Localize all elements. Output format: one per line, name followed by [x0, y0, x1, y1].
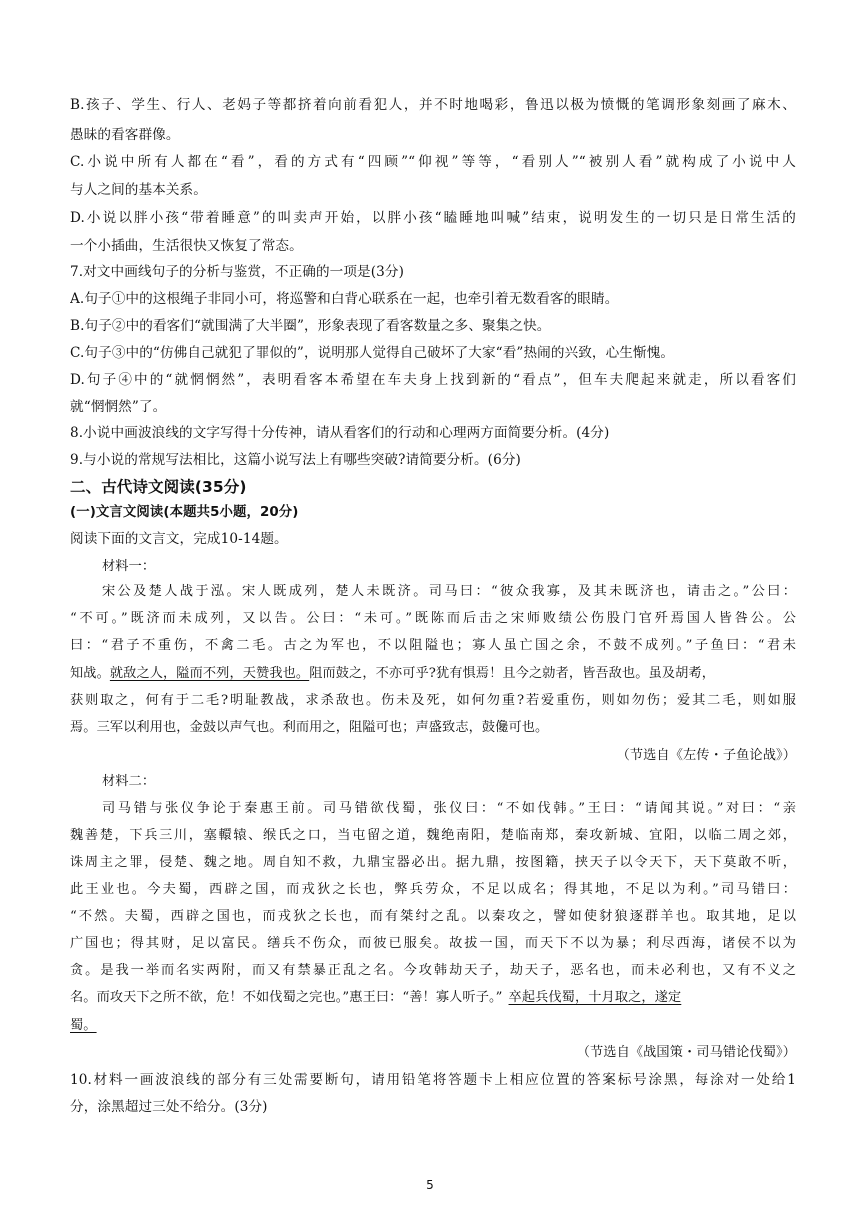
option-c-line1: C.小说中所有人都在“看”，看的方式有“四顾”“仰视”等等，“看别人”“被别人看”就构成了小说中人: [70, 154, 796, 170]
q7-option-b: B.句子②中的看客们“就围满了大半圈”，形象表现了看客数量之多、聚集之快。: [70, 318, 551, 334]
page-number: 5: [426, 1178, 434, 1192]
material-one-para-line1: 宋公及楚人战于泓。宋人既成列，楚人未既济。司马曰：“彼众我寡，及其未既济也，请击之。”公曰：: [102, 584, 796, 599]
material-two-para-line8: [70, 988, 796, 1008]
material-two-para-line2: 魏善楚，下兵三川，塞轘辕、缑氏之口，当屯留之道，魏绝南阳，楚临南郑，秦攻新城、宜阳，以临二周之郊，: [70, 828, 796, 843]
underlined-sentence-2-end: 蜀。: [70, 1018, 97, 1033]
material-one-para-line6: 焉。三军以利用也，金鼓以声气也。利而用之，阻隘可也；声盛致志，鼓儳可也。: [70, 720, 549, 735]
underlined-sentence: 就敌之人，隘而不列，天赞我也。: [109, 666, 310, 681]
subsection-heading: (一)文言文阅读(本题共5小题，20分): [70, 505, 299, 520]
material-one-label: 材料一：: [102, 559, 156, 574]
material-one-para-line3: 曰：“君子不重伤，不禽二毛。古之为军也，不以阻隘也；寡人虽亡国之余，不鼓不成列。”子鱼曰：“君未: [70, 638, 796, 653]
q7-option-d-line2: 就“惘惘然”了。: [70, 399, 167, 415]
material-two-para-line9: [70, 1016, 796, 1036]
material-one-para-line2: “不可。”既济而未成列，又以告。公曰：“未可。”既陈而后击之宋师败绩公伤股门官歼焉国人皆咎公。公: [70, 611, 796, 626]
line4-start: 知战。: [70, 666, 110, 681]
material-two-para-line1: 司马错与张仪争论于秦惠王前。司马错欲伐蜀，张仪曰：“不如伐韩。”王曰：“请闻其说。”对曰：“亲: [102, 801, 796, 816]
question-7: 7.对文中画线句子的分析与鉴赏，不正确的一项是(3分): [70, 264, 404, 280]
reading-instruction: 阅读下面的文言文，完成10-14题。: [70, 531, 288, 547]
line4-end: 阻而鼓之，不亦可乎?犹有惧焉！且今之勍者，皆吾敌也。虽及胡耇，: [309, 666, 715, 681]
q7-option-a: A.句子①中的这根绳子非同小可，将巡警和白背心联系在一起，也牵引着无数看客的眼睛。: [70, 291, 619, 307]
material-one-para-line4: [70, 664, 796, 684]
option-b-line2: 愚昧的看客群像。: [70, 127, 180, 143]
material-one-source: （节选自《左传・子鱼论战》）: [616, 748, 796, 763]
line8-start: 名。而攻天下之所不欲，危！不如伐蜀之完也。”惠王曰：“善！寡人听子。”: [70, 990, 503, 1005]
option-d-line1: D.小说以胖小孩“带着睡意”的叫卖声开始，以胖小孩“瞌睡地叫喊”结束，说明发生的一切只是日常生活的: [70, 210, 796, 226]
material-two-para-line5: “不然。夫蜀，西辟之国也，而戎狄之长也，而有桀纣之乱。以秦攻之，譬如使豺狼逐群羊也。取其地，足以: [70, 909, 796, 924]
option-b-line1: B.孩子、学生、行人、老妈子等都挤着向前看犯人，并不时地喝彩，鲁迅以极为愤慨的笔调形象刻画了麻木、: [70, 97, 796, 113]
material-two-para-line6: 广国也；得其财，足以富民。缮兵不伤众，而彼已服矣。故拔一国，而天下不以为暴；利尽西海，诸侯不以为: [70, 936, 796, 951]
q7-option-d-line1: D.句子④中的“就惘惘然”，表明看客本希望在车夫身上找到新的“看点”，但车夫爬起来就走，所以看客们: [70, 372, 796, 388]
question-8: 8.小说中画波浪线的文字写得十分传神，请从看客们的行动和心理两方面简要分析。(4分): [70, 425, 610, 441]
underlined-sentence-2: 卒起兵伐蜀，十月取之，遂定: [508, 990, 682, 1005]
question-10-line2: 分，涂黑超过三处不给分。(3分): [70, 1099, 268, 1115]
material-two-para-line4: 此王业也。今夫蜀，西辟之国，而戎狄之长也，弊兵劳众，不足以成名；得其地，不足以为利。”司马错曰：: [70, 882, 796, 897]
material-one-para-line5: 获则取之，何有于二毛?明耻教战，求杀敌也。伤未及死，如何勿重?若爱重伤，则如勿伤；爱其二毛，则如服: [70, 693, 796, 708]
material-two-para-line3: 诛周主之罪，侵楚、魏之地。周自知不救，九鼎宝器必出。据九鼎，按图籍，挟天子以令天下，天下莫敢不听，: [70, 855, 796, 870]
material-two-source: （节选自《战国策・司马错论伐蜀》）: [576, 1045, 796, 1060]
q7-option-c: C.句子③中的“仿佛自己就犯了罪似的”，说明那人觉得自己破坏了大家“看”热闹的兴致，心生惭愧。: [70, 345, 675, 361]
question-10-line1: 10.材料一画波浪线的部分有三处需要断句，请用铅笔将答题卡上相应位置的答案标号涂黑，每涂对一处给1: [70, 1072, 796, 1088]
material-two-para-line7: 贪。是我一举而名实两附，而又有禁暴正乱之名。今攻韩劫天子，劫天子，恶名也，而未必利也，又有不义之: [70, 963, 796, 978]
question-9: 9.与小说的常规写法相比，这篇小说写法上有哪些突破?请简要分析。(6分): [70, 452, 521, 468]
section-heading: 二、古代诗文阅读(35分): [70, 478, 247, 496]
option-d-line2: 一个小插曲，生活很快又恢复了常态。: [70, 238, 303, 254]
option-c-line2: 与人之间的基本关系。: [70, 182, 207, 198]
material-two-label: 材料二：: [102, 774, 156, 789]
